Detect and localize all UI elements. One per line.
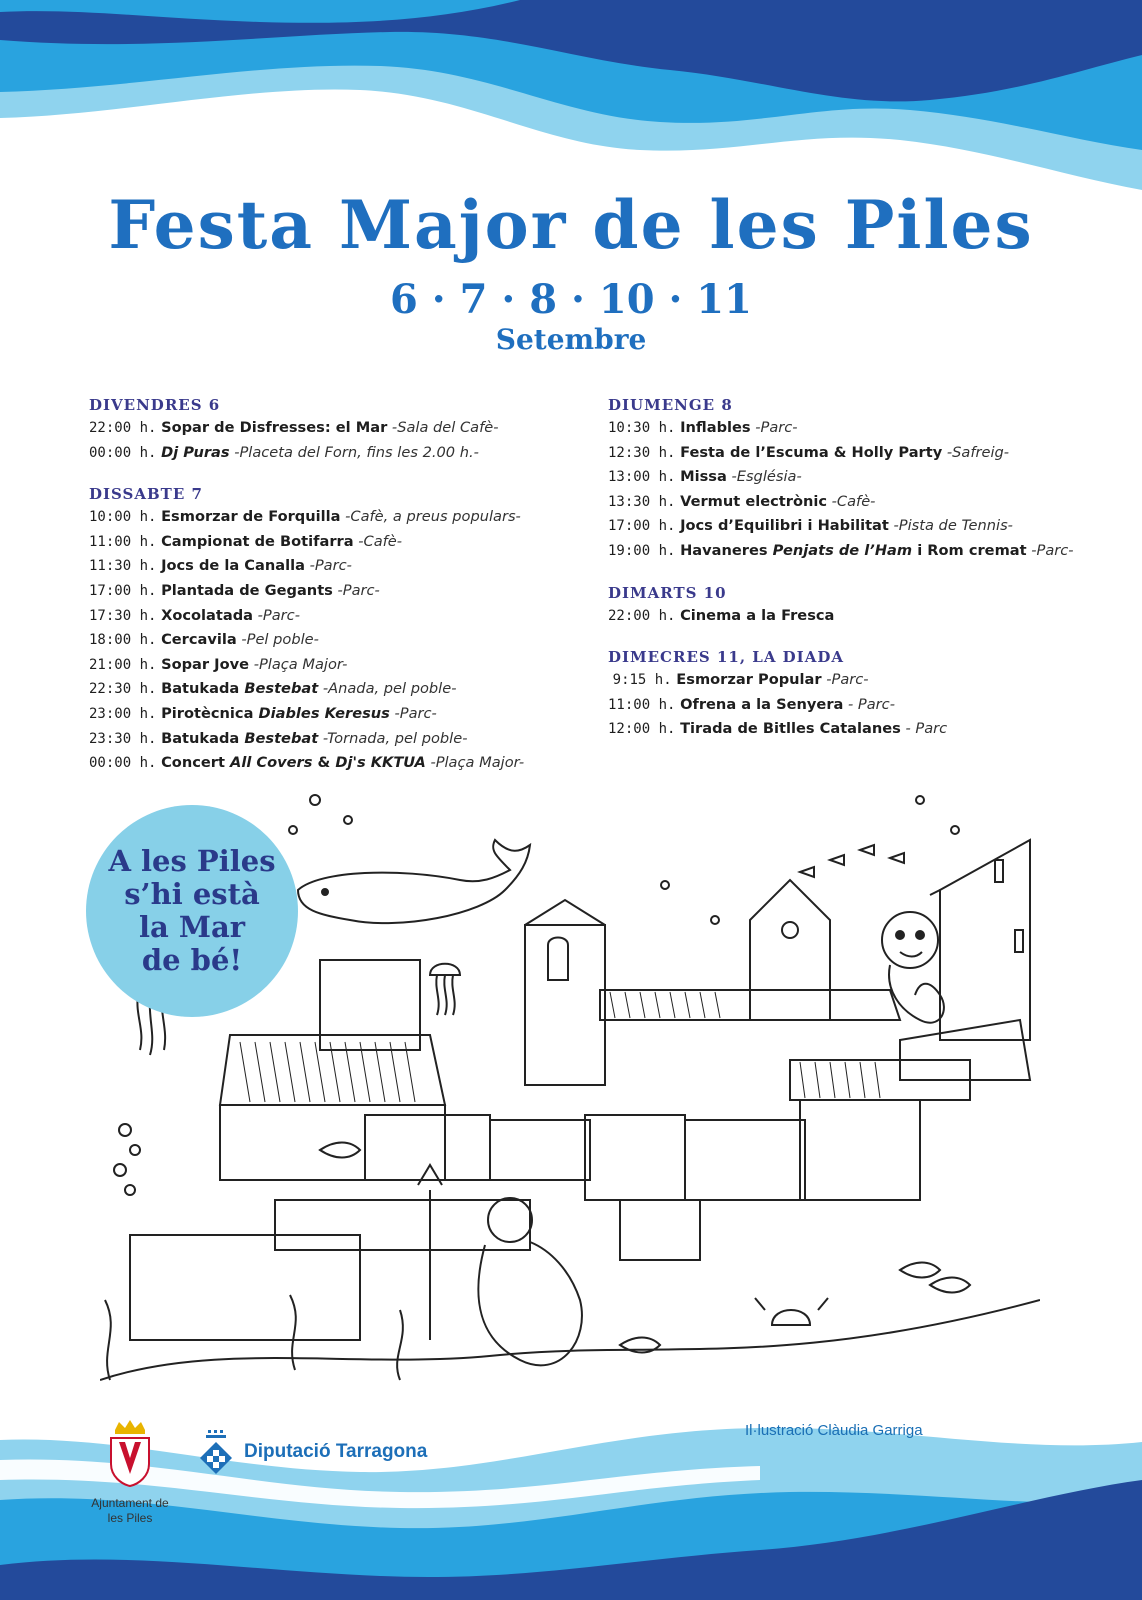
event-time: 10:00 h. xyxy=(89,509,157,526)
event-item xyxy=(89,702,589,727)
event-place: -Anada, pel poble- xyxy=(322,680,457,698)
diputacio-emblem-icon xyxy=(194,1430,238,1474)
event-time: 13:30 h. xyxy=(608,493,676,510)
event-place: -Safreig- xyxy=(946,443,1010,461)
event-name-italic: All Covers xyxy=(230,754,313,772)
event-item xyxy=(608,604,1128,629)
event-time: 12:00 h. xyxy=(608,721,676,738)
event-item xyxy=(89,441,589,466)
event-name: Jocs d’Equilibri i Habilitat xyxy=(680,517,889,535)
event-place: -Cafè- xyxy=(831,492,876,510)
event-name: Inflables xyxy=(680,419,751,436)
event-time: 21:00 h. xyxy=(89,656,157,673)
festival-dates: 6 · 7 · 8 · 10 · 11 xyxy=(390,276,752,323)
festival-month: Setembre xyxy=(495,323,647,356)
event-item xyxy=(89,727,589,752)
event-place: -Parc- xyxy=(257,606,300,624)
event-name: Vermut electrònic xyxy=(680,492,828,510)
event-name: Missa xyxy=(680,468,727,486)
day-block-diumenge xyxy=(608,396,1128,564)
day-title: DIVENDRES 6 xyxy=(89,396,221,414)
event-place: -Tornada, pel poble- xyxy=(322,729,468,747)
event-time: 23:00 h. xyxy=(89,705,157,722)
day-block-dimarts xyxy=(608,584,1128,629)
event-item xyxy=(608,465,1128,490)
event-time: 23:30 h. xyxy=(89,730,157,747)
event-time: 17:00 h. xyxy=(89,582,157,599)
event-item xyxy=(89,554,589,579)
ajuntament-name-line: les Piles xyxy=(107,1511,153,1525)
event-name: Jocs de la Canalla xyxy=(161,557,305,575)
day-title: DIMECRES 11, LA DIADA xyxy=(608,648,844,667)
event-time: 22:00 h. xyxy=(89,420,157,436)
event-time: 13:00 h. xyxy=(608,469,676,486)
event-time: 17:00 h. xyxy=(608,518,676,535)
event-name-joiner: & xyxy=(317,754,331,772)
day-title: DISSABTE 7 xyxy=(89,485,203,504)
event-name: Festa de l’Escuma & Holly Party xyxy=(680,443,943,461)
event-name: Plantada de Gegants xyxy=(161,581,333,599)
event-item xyxy=(608,717,1128,742)
program-right-column xyxy=(608,396,1128,762)
diputacio-logo xyxy=(194,1430,427,1474)
event-place: - Parc xyxy=(905,720,948,738)
event-place: -Parc- xyxy=(309,557,352,575)
event-name-italic: Diables Keresus xyxy=(258,704,390,722)
event-name: Pirotècnica xyxy=(161,704,254,722)
slogan-line: de bé! xyxy=(141,943,243,977)
event-time: 00:00 h. xyxy=(89,444,157,461)
event-name-joiner: i Rom cremat xyxy=(917,541,1027,559)
ajuntament-shield-icon xyxy=(107,1420,153,1488)
event-place: -Plaça Major- xyxy=(253,655,348,673)
event-item xyxy=(608,539,1128,564)
event-name: Batukada xyxy=(161,729,240,747)
illustration-credit: Il·lustració Clàudia Garriga xyxy=(745,1422,923,1439)
day-block-dissabte xyxy=(89,485,589,776)
event-time: 11:00 h. xyxy=(608,696,676,713)
event-time: 11:30 h. xyxy=(89,558,157,575)
event-item xyxy=(89,604,589,629)
event-place: -Pel poble- xyxy=(241,631,319,649)
event-place: -Parc- xyxy=(394,704,437,722)
event-place: -Pista de Tennis- xyxy=(893,517,1013,535)
event-name-italic-2: Dj's KKTUA xyxy=(335,754,426,772)
event-place: -Parc- xyxy=(337,581,380,599)
event-item xyxy=(608,490,1128,515)
event-time: 22:30 h. xyxy=(89,681,157,698)
ajuntament-logo xyxy=(84,1420,176,1526)
event-item xyxy=(608,416,1128,441)
event-item xyxy=(608,441,1128,466)
event-time: 10:30 h. xyxy=(608,420,676,436)
event-place: -Sala del Cafè- xyxy=(391,419,499,436)
day-title: DIUMENGE 8 xyxy=(608,396,733,414)
event-name-italic: Bestebat xyxy=(244,680,319,698)
event-item xyxy=(89,505,589,530)
event-time: 22:00 h. xyxy=(608,607,676,624)
event-name: Dj Puras xyxy=(161,443,230,461)
event-item xyxy=(608,514,1128,539)
event-place: -Plaça Major- xyxy=(430,754,525,772)
event-item xyxy=(608,668,1128,693)
event-time: 9:15 h. xyxy=(612,672,672,689)
event-name-italic: Bestebat xyxy=(244,729,319,747)
slogan-line: A les Piles xyxy=(108,844,276,878)
event-place: -Parc- xyxy=(826,671,869,689)
slogan-line: s’hi està xyxy=(124,877,260,911)
event-place: - Parc- xyxy=(848,695,895,713)
program-left-column xyxy=(89,396,589,796)
event-time: 19:00 h. xyxy=(608,542,676,559)
event-name: Sopar Jove xyxy=(161,655,250,673)
diputacio-name: Diputació Tarragona xyxy=(244,1441,428,1462)
event-item xyxy=(608,693,1128,718)
page-title: Festa Major de les Piles xyxy=(108,186,1034,264)
event-place: -Església- xyxy=(731,468,802,486)
event-name: Esmorzar de Forquilla xyxy=(161,508,341,526)
event-time: 00:00 h. xyxy=(89,755,157,772)
event-name: Sopar de Disfresses: el Mar xyxy=(161,419,388,436)
event-place: -Cafè, a preus populars- xyxy=(345,508,521,526)
event-name-italic: Penjats de l’Ham xyxy=(772,541,913,559)
event-time: 18:00 h. xyxy=(89,632,157,649)
ajuntament-caption xyxy=(84,1496,176,1526)
event-time: 17:30 h. xyxy=(89,607,157,624)
top-waves-decoration xyxy=(0,0,1142,200)
event-name: Havaneres xyxy=(680,541,768,559)
event-place: -Parc- xyxy=(1031,541,1074,559)
event-name: Batukada xyxy=(161,680,240,698)
event-item xyxy=(89,530,589,555)
event-item xyxy=(89,751,589,776)
event-name: Concert xyxy=(161,754,225,772)
event-place: -Cafè- xyxy=(358,532,403,550)
event-place: -Placeta del Forn, fins les 2.00 h.- xyxy=(234,443,479,461)
event-name: Cercavila xyxy=(161,631,237,649)
event-time: 11:00 h. xyxy=(89,533,157,550)
event-name: Xocolatada xyxy=(161,606,254,624)
event-item xyxy=(89,628,589,653)
slogan-text xyxy=(102,845,282,977)
event-item xyxy=(89,579,589,604)
event-item xyxy=(89,677,589,702)
day-block-divendres xyxy=(89,396,589,465)
day-title: DIMARTS 10 xyxy=(608,583,727,602)
event-name: Campionat de Botifarra xyxy=(161,532,354,550)
event-time: 12:30 h. xyxy=(608,444,676,461)
slogan-line: la Mar xyxy=(138,910,246,944)
ajuntament-name-line: Ajuntament de xyxy=(91,1496,169,1510)
event-name: Esmorzar Popular xyxy=(676,671,822,689)
event-place: -Parc- xyxy=(755,419,798,436)
event-name: Cinema a la Fresca xyxy=(680,606,835,624)
event-name: Ofrena a la Senyera xyxy=(680,695,844,713)
event-name: Tirada de Bitlles Catalanes xyxy=(680,720,901,738)
day-block-dimecres xyxy=(608,648,1128,742)
slogan-bubble xyxy=(86,805,298,1017)
event-item xyxy=(89,416,589,441)
event-item xyxy=(89,653,589,678)
